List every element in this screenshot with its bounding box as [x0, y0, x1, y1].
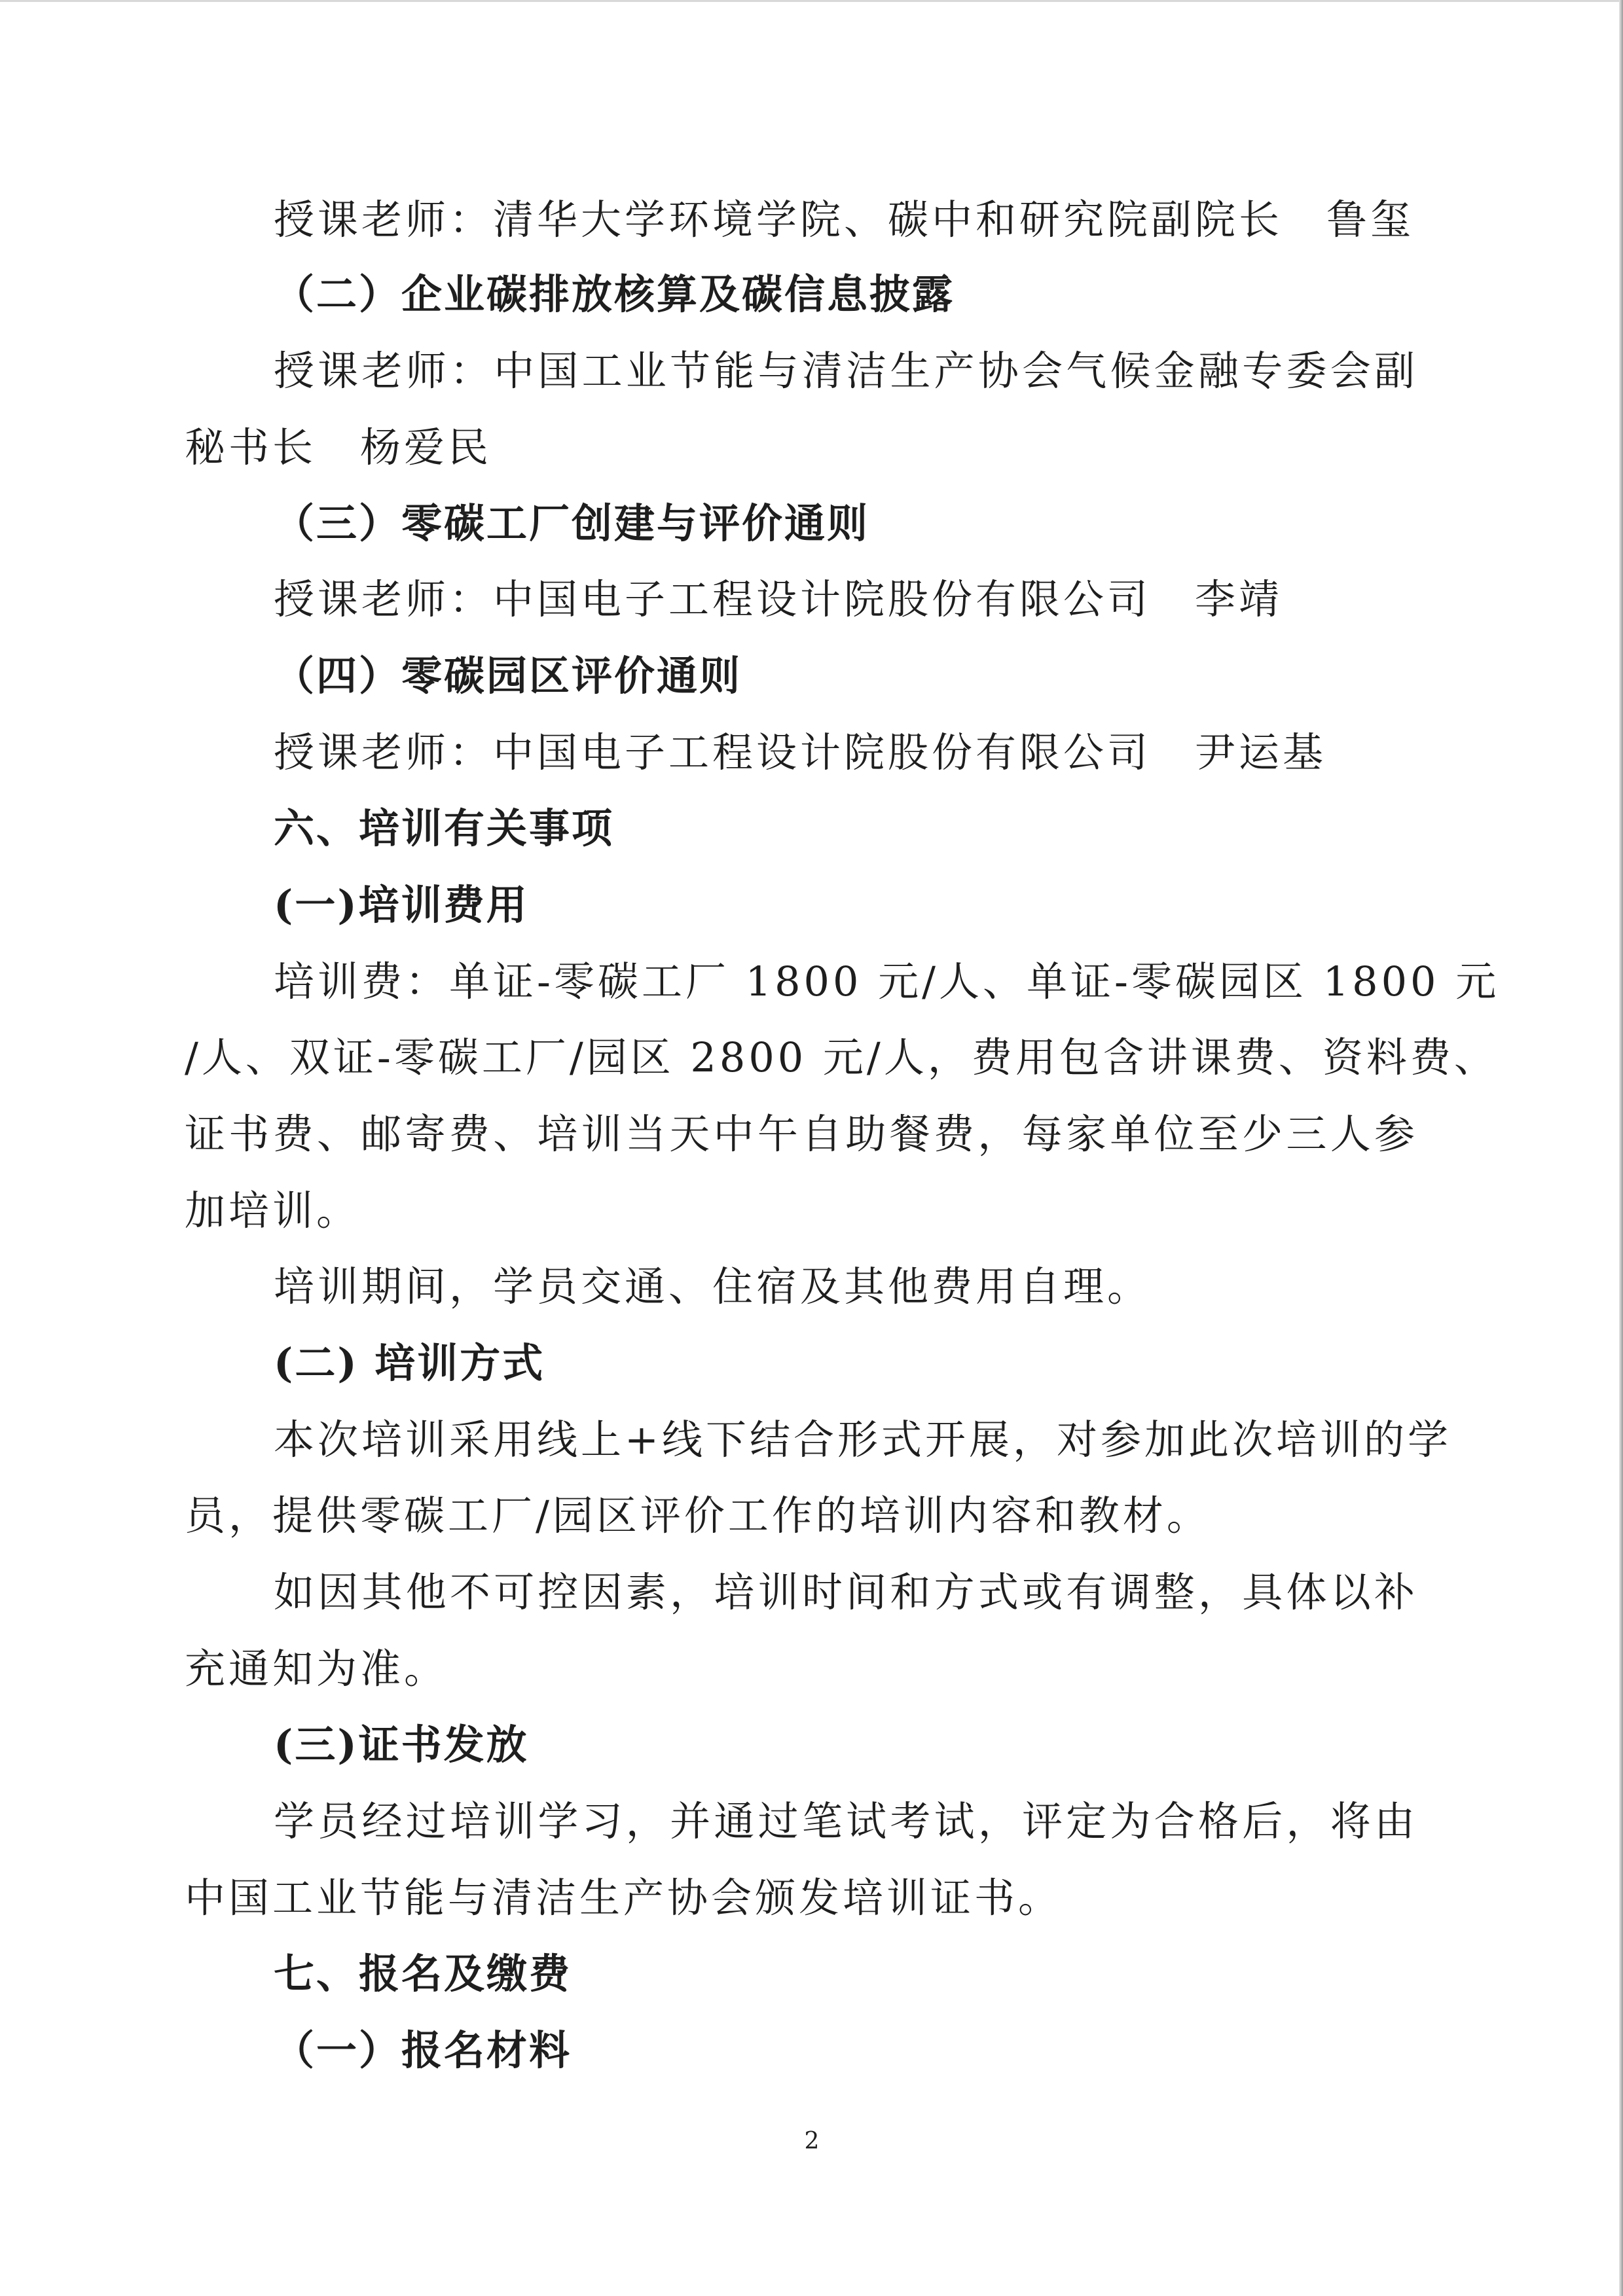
paragraph-line: 充通知为准。	[185, 1645, 448, 1693]
paragraph-line: 证书费、邮寄费、培训当天中午自助餐费，每家单位至少三人参	[185, 1110, 1418, 1158]
paragraph-line: 培训费：单证-零碳工厂 1800 元/人、单证-零碳园区 1800 元	[274, 958, 1500, 1005]
section-heading: 七、报名及缴费	[274, 1950, 572, 1998]
paragraph-line: /人、双证-零碳工厂/园区 2800 元/人，费用包含讲课费、资料费、	[185, 1033, 1498, 1081]
paragraph-line: 加培训。	[185, 1187, 361, 1234]
paragraph-line: 如因其他不可控因素，培训时间和方式或有调整，具体以补	[274, 1568, 1418, 1616]
section-heading: （四）零碳园区评价通则	[274, 652, 742, 700]
section-heading: （三）零碳工厂创建与评价通则	[274, 499, 870, 547]
paragraph-line: 授课老师：中国电子工程设计院股份有限公司 李靖	[274, 575, 1283, 623]
section-heading: （二）企业碳排放核算及碳信息披露	[274, 270, 955, 318]
paragraph-line: 秘书长 杨爱民	[185, 423, 492, 471]
section-heading: (一)培训费用	[274, 881, 529, 929]
paragraph-line: 本次培训采用线上+线下结合形式开展，对参加此次培训的学	[274, 1416, 1451, 1463]
paragraph-line: 员，提供零碳工厂/园区评价工作的培训内容和教材。	[185, 1492, 1211, 1539]
paragraph-line: 培训期间，学员交通、住宿及其他费用自理。	[274, 1263, 1152, 1310]
section-heading: (三)证书发放	[274, 1721, 529, 1768]
page-number: 2	[804, 2128, 820, 2155]
paragraph-line: 授课老师：清华大学环境学院、碳中和研究院副院长 鲁玺	[274, 196, 1415, 243]
section-heading: （一）报名材料	[274, 2026, 572, 2074]
section-heading: (二) 培训方式	[274, 1339, 545, 1387]
paragraph-line: 中国工业节能与清洁生产协会颁发培训证书。	[185, 1874, 1063, 1922]
paragraph-line: 授课老师：中国电子工程设计院股份有限公司 尹运基	[274, 728, 1327, 776]
section-heading: 六、培训有关事项	[274, 804, 615, 852]
paragraph-line: 授课老师：中国工业节能与清洁生产协会气候金融专委会副	[274, 347, 1418, 395]
paragraph-line: 学员经过培训学习，并通过笔试考试，评定为合格后，将由	[274, 1797, 1418, 1845]
